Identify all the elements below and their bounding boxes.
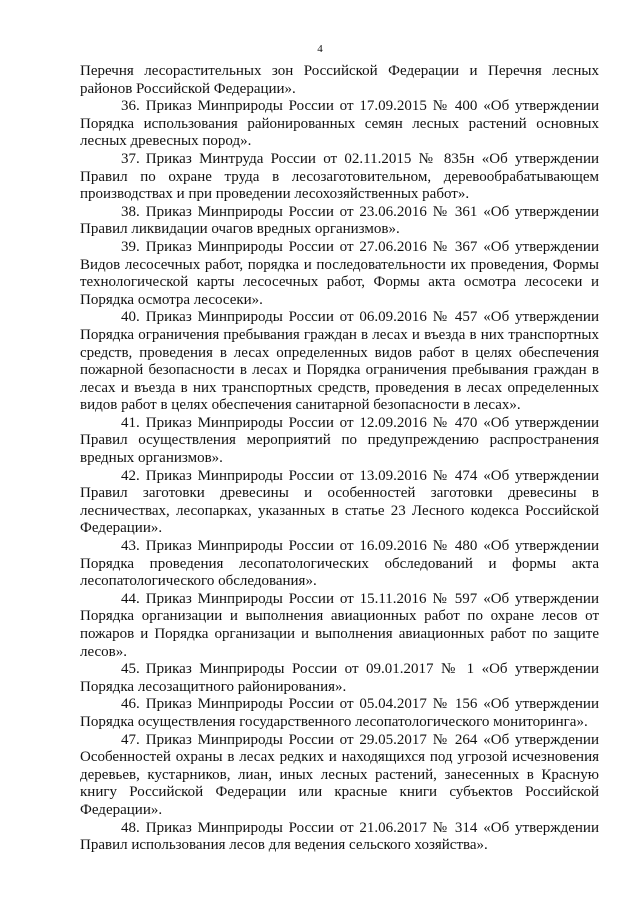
list-item-text: Приказ Минприроды России от 12.09.2016 № 470 «Об утверждении Правил осуществления мероприятий по предупреждению распространения вредных организмов». bbox=[80, 414, 599, 467]
page-number: 4 bbox=[317, 43, 323, 55]
list-item-text: Приказ Минприроды России от 09.01.2017 № 1 «Об утверждении Порядка лесозащитного районирования». bbox=[80, 661, 599, 695]
list-item-38 bbox=[80, 204, 599, 239]
list-item-number: 42. bbox=[121, 467, 140, 484]
list-item-text: Приказ Минприроды России от 15.11.2016 № 597 «Об утверждении Порядка организации и выполнения авиационных работ по охране лесов от пожаров и Порядка организации и выполнения авиационных работ по защите лесов». bbox=[80, 590, 599, 660]
list-item-number: 40. bbox=[121, 309, 140, 326]
list-item-47 bbox=[80, 732, 599, 820]
list-item-text: Приказ Минприроды России от 23.06.2016 № 361 «Об утверждении Правил ликвидации очагов вредных организмов». bbox=[80, 203, 599, 238]
list-item-text: Приказ Минприроды России от 05.04.2017 № 156 «Об утверждении Порядка осуществления государственного лесопатологического мониторинга». bbox=[80, 696, 599, 730]
list-item-number: 48. bbox=[121, 819, 140, 836]
paragraph-continuation bbox=[80, 63, 599, 98]
list-item-text: Приказ Минприроды России от 17.09.2015 № 400 «Об утверждении Порядка использования районированных семян лесных растений основных лесных древесных пород». bbox=[80, 98, 599, 150]
list-item-number: 37. bbox=[121, 150, 140, 167]
list-item-text: Приказ Минприроды России от 29.05.2017 № 264 «Об утверждении Особенностей охраны в лесах редких и находящихся под угрозой исчезновения деревьев, кустарников, лиан, иных лесных растений, занесенных в Красную книгу Российской Федерации или красные книги субъектов Российской Федерации». bbox=[80, 731, 599, 818]
list-item-number: 39. bbox=[121, 238, 140, 255]
list-item-number: 46. bbox=[121, 696, 140, 713]
list-item-number: 47. bbox=[121, 731, 140, 748]
list-item-text: Приказ Минприроды России от 21.06.2017 № 314 «Об утверждении Правил использования лесов для ведения сельского хозяйства». bbox=[80, 819, 599, 854]
list-item-45 bbox=[80, 661, 599, 696]
list-item-number: 45. bbox=[121, 661, 140, 678]
list-item-42 bbox=[80, 468, 599, 538]
list-item-number: 36. bbox=[121, 98, 140, 115]
list-item-40 bbox=[80, 309, 599, 415]
document-body bbox=[80, 63, 599, 855]
list-item-46 bbox=[80, 696, 599, 731]
list-item-text: Приказ Минприроды России от 06.09.2016 № 457 «Об утверждении Порядка ограничения пребывания граждан в лесах и въезда в них транспортных средств, проведения в лесах определенных видов работ в целях обеспечения пожарной безопасности в лесах и Порядка ограничения пребывания граждан в лесах и въезда в них транспортных средств, проведения в лесах определенных видов работ в целях обеспечения санитарной безопасности в лесах». bbox=[80, 309, 599, 414]
list-item-43 bbox=[80, 538, 599, 591]
list-item-number: 41. bbox=[121, 414, 140, 431]
list-item-text: Приказ Минприроды России от 27.06.2016 № 367 «Об утверждении Видов лесосечных работ, порядка и последовательности их проведения, Формы технологической карты лесосечных работ, Формы акта осмотра лесосеки и Порядка осмотра лесосеки». bbox=[80, 238, 599, 308]
list-item-37 bbox=[80, 151, 599, 204]
list-item-text: Приказ Минприроды России от 16.09.2016 № 480 «Об утверждении Порядка проведения лесопатологических обследований и формы акта лесопатологического обследования». bbox=[80, 538, 599, 590]
list-item-text: Приказ Минприроды России от 13.09.2016 № 474 «Об утверждении Правил заготовки древесины и особенностей заготовки древесины в лесничествах, лесопарках, указанных в статье 23 Лесного кодекса Российской Федерации». bbox=[80, 467, 599, 537]
list-item-39 bbox=[80, 239, 599, 309]
paragraph-text: Перечня лесорастительных зон Российской Федерации и Перечня лесных районов Российской Федерации». bbox=[80, 63, 599, 97]
list-item-number: 44. bbox=[121, 590, 140, 607]
list-item-number: 43. bbox=[121, 538, 140, 555]
list-item-number: 38. bbox=[121, 203, 140, 220]
list-item-text: Приказ Минтруда России от 02.11.2015 № 835н «Об утверждении Правил по охране труда в лесозаготовительном, деревообрабатывающем производствах и при проведении лесохозяйственных работ». bbox=[80, 150, 599, 203]
list-item-44 bbox=[80, 591, 599, 661]
list-item-48 bbox=[80, 820, 599, 855]
list-item-36 bbox=[80, 98, 599, 151]
list-item-41 bbox=[80, 415, 599, 468]
